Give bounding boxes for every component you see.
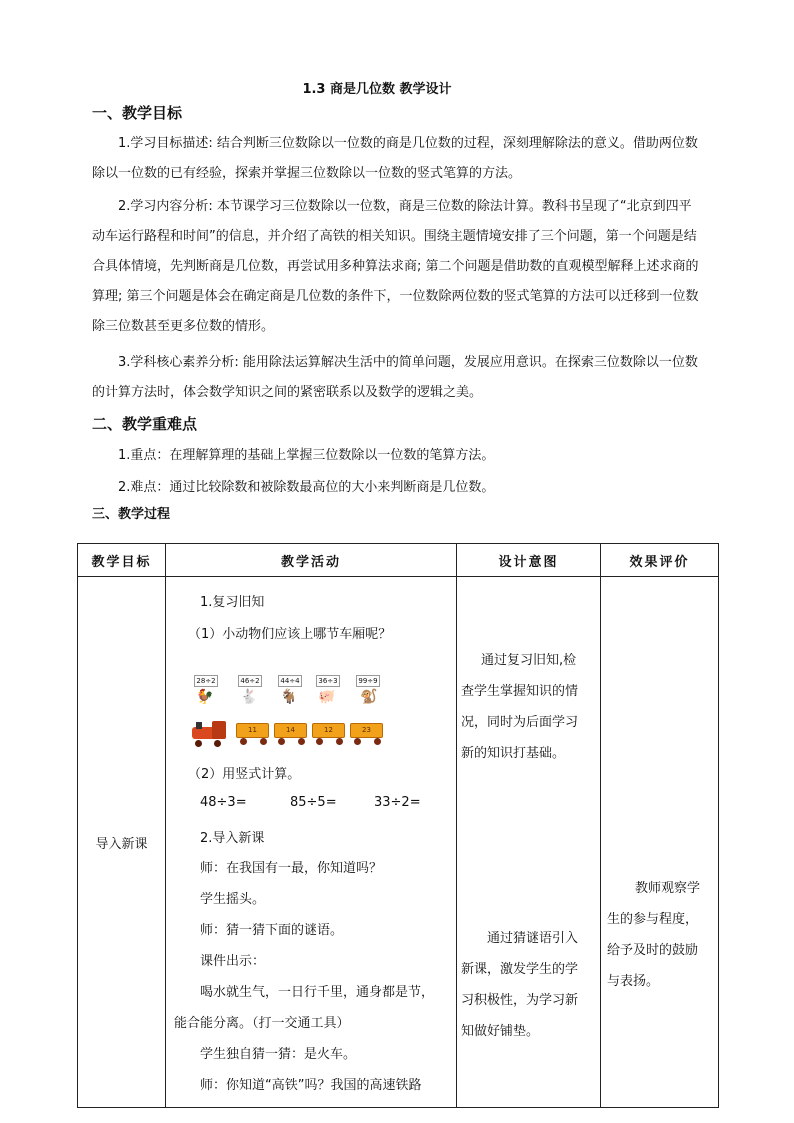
paragraph-content-analysis: 2.学习内容分析: 本节课学习三位数除以一位数，商是三位数的除法计算。教科书呈现了“北京到四平动车运行路程和时间”的信息，并介绍了高铁的相关知识。围绕主题情境安排了三个问题，第一个问题是结合具体情境，先判断商是几位数，再尝试用多种算法求商; 第二个问题是借助数的直观模型解释上述求商的算理; 第三个问题是体会在确定商是几位数的条件下，一位数除两位数的竖式笔算的方法可以迁移到一位数除三位数甚至更多位数的情形。 xyxy=(92,199,699,334)
wagon: 12 xyxy=(312,723,345,738)
activity-line: 学生摇头。 xyxy=(200,892,266,907)
header-evaluation: 效果评价 xyxy=(601,544,719,577)
intent-line: 通过猜谜语引入 xyxy=(487,931,579,946)
document-title: 1.3 商是几位数 教学设计 xyxy=(302,82,452,97)
division-card: 36÷3 xyxy=(316,675,340,687)
activity-line: 1.复习旧知 xyxy=(200,595,265,610)
activity-line: 喝水就生气，一日行千里，通身都是节， xyxy=(200,985,435,1000)
rabbit-icon: 🐇 xyxy=(240,689,258,705)
goal-cell: 导入新课 xyxy=(78,577,166,1108)
section-heading-goals: 一、教学目标 xyxy=(92,104,183,122)
intent-line: 新课，激发学生的学 xyxy=(461,962,579,977)
section-heading-process: 三、教学过程 xyxy=(92,507,171,522)
activity-line: 师：你知道“高铁”吗？我国的高速铁路 xyxy=(200,1078,422,1093)
calc-item: 85÷5= xyxy=(290,795,337,810)
wagon: 23 xyxy=(350,723,383,738)
intent-cell xyxy=(457,577,601,1108)
section-heading-key-points: 二、教学重难点 xyxy=(92,415,198,433)
evaluation-line: 教师观察学 xyxy=(635,881,701,896)
activity-line: 能合能分离。（打一交通工具） xyxy=(174,1016,350,1031)
goat-icon: 🐐 xyxy=(280,689,298,705)
intent-line: 通过复习旧知,检 xyxy=(481,653,577,668)
paragraph-difficulty: 2.难点：通过比较除数和被除数最高位的大小来判断商是几位数。 xyxy=(118,480,495,495)
header-activity: 教学活动 xyxy=(166,544,457,577)
intent-line: 知做好铺垫。 xyxy=(461,1024,540,1039)
rooster-icon: 🐓 xyxy=(196,689,214,705)
intent-line: 新的知识打基础。 xyxy=(461,746,566,761)
activity-line: （1）小动物们应该上哪节车厢呢？ xyxy=(188,627,392,642)
evaluation-cell xyxy=(601,577,719,1108)
table-row xyxy=(78,577,719,1108)
evaluation-line: 与表扬。 xyxy=(607,974,660,989)
wagon-group xyxy=(192,675,422,755)
wagon: 11 xyxy=(236,723,269,738)
activity-line: 师：在我国有一最，你知道吗？ xyxy=(200,861,383,876)
evaluation-line: 给予及时的鼓励 xyxy=(607,943,699,958)
division-card: 44÷4 xyxy=(278,675,302,687)
wagon: 14 xyxy=(274,723,307,738)
intent-line: 况，同时为后面学习 xyxy=(461,715,579,730)
activity-line: 师：猜一猜下面的谜语。 xyxy=(200,923,344,938)
table-header-row xyxy=(78,544,719,577)
calc-item: 33÷2= xyxy=(374,795,421,810)
activity-line: 2.导入新课 xyxy=(200,831,265,846)
intent-line: 查学生掌握知识的情 xyxy=(461,684,579,699)
calc-item: 48÷3= xyxy=(200,795,247,810)
activity-cell xyxy=(166,577,457,1108)
activity-line: 学生独自猜一猜：是火车。 xyxy=(200,1047,357,1062)
lesson-table xyxy=(77,543,719,1108)
paragraph-key-point: 1.重点：在理解算理的基础上掌握三位数除以一位数的笔算方法。 xyxy=(118,448,495,463)
intent-line: 习积极性，为学习新 xyxy=(461,993,579,1008)
paragraph-core-literacy: 3.学科核心素养分析: 能用除法运算解决生活中的简单问题，发展应用意识。在探索三位数除以一位数的计算方法时，体会数学知识之间的紧密联系以及数学的逻辑之美。 xyxy=(92,355,698,400)
division-card: 46÷2 xyxy=(238,675,262,687)
header-goal: 教学目标 xyxy=(78,544,166,577)
header-intent: 设计意图 xyxy=(457,544,601,577)
evaluation-line: 生的参与程度， xyxy=(607,912,699,927)
paragraph-goal-description: 1.学习目标描述: 结合判断三位数除以一位数的商是几位数的过程，深刻理解除法的意义。借助两位数除以一位数的已有经验，探索并掌握三位数除以一位数的竖式笔算的方法。 xyxy=(92,136,698,181)
division-card: 99÷9 xyxy=(356,675,380,687)
monkey-icon: 🐒 xyxy=(360,689,378,705)
pig-icon: 🐖 xyxy=(318,689,336,705)
division-card: 28÷2 xyxy=(194,675,218,687)
activity-line: （2）用竖式计算。 xyxy=(188,767,301,782)
activity-line: 课件出示： xyxy=(200,954,266,969)
